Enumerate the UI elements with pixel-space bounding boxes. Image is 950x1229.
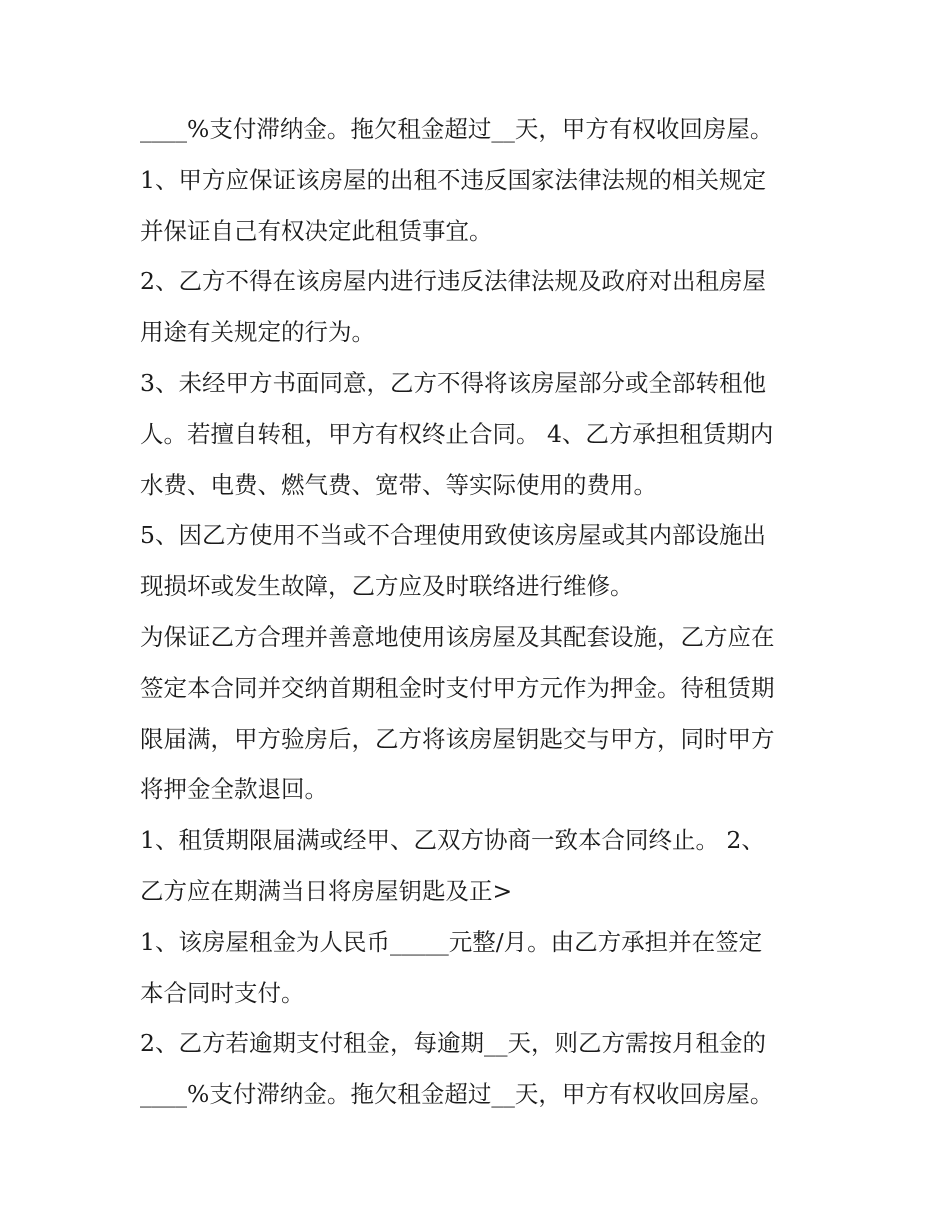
text-line: 本合同时支付。 [140, 978, 305, 1007]
text-line: 1、该房屋租金为人民币_____元整/月。由乙方承担并在签定 [140, 927, 763, 956]
text-line: 为保证乙方合理并善意地使用该房屋及其配套设施，乙方应在 [140, 622, 775, 651]
text-line: 2、乙方不得在该房屋内进行违反法律法规及政府对出租房屋 [140, 267, 766, 296]
text-line: 5、因乙方使用不当或不合理使用致使该房屋或其内部设施出 [140, 521, 766, 550]
text-line: 签定本合同并交纳首期租金时支付甲方元作为押金。待租赁期 [140, 673, 775, 702]
contract-text [140, 104, 840, 1120]
text-line: ____%支付滞纳金。拖欠租金超过__天，甲方有权收回房屋。 [140, 115, 774, 143]
text-line: 人。若擅自转租，甲方有权终止合同。 4、乙方承担租赁期内 [140, 419, 774, 448]
text-line: 水费、电费、燃气费、宽带、等实际使用的费用。 [140, 470, 657, 499]
text-line: 用途有关规定的行为。 [140, 318, 375, 347]
text-line: 2、乙方若逾期支付租金，每逾期__天，则乙方需按月租金的 [140, 1029, 766, 1058]
text-line: 将押金全款退回。 [140, 775, 328, 804]
text-line: ____%支付滞纳金。拖欠租金超过__天，甲方有权收回房屋。 [140, 1080, 774, 1109]
text-line: 1、甲方应保证该房屋的出租不违反国家法律法规的相关规定 [140, 165, 766, 194]
text-line: 现损坏或发生故障，乙方应及时联络进行维修。 [140, 572, 634, 601]
text-line: 3、未经甲方书面同意，乙方不得将该房屋部分或全部转租他 [140, 368, 766, 397]
text-line: 乙方应在期满当日将房屋钥匙及正> [140, 876, 513, 905]
text-line: 限届满，甲方验房后，乙方将该房屋钥匙交与甲方，同时甲方 [140, 724, 775, 753]
text-line: 并保证自己有权决定此租赁事宜。 [140, 216, 493, 245]
text-line: 1、租赁期限届满或经甲、乙双方协商一致本合同终止。 2、 [140, 826, 765, 855]
